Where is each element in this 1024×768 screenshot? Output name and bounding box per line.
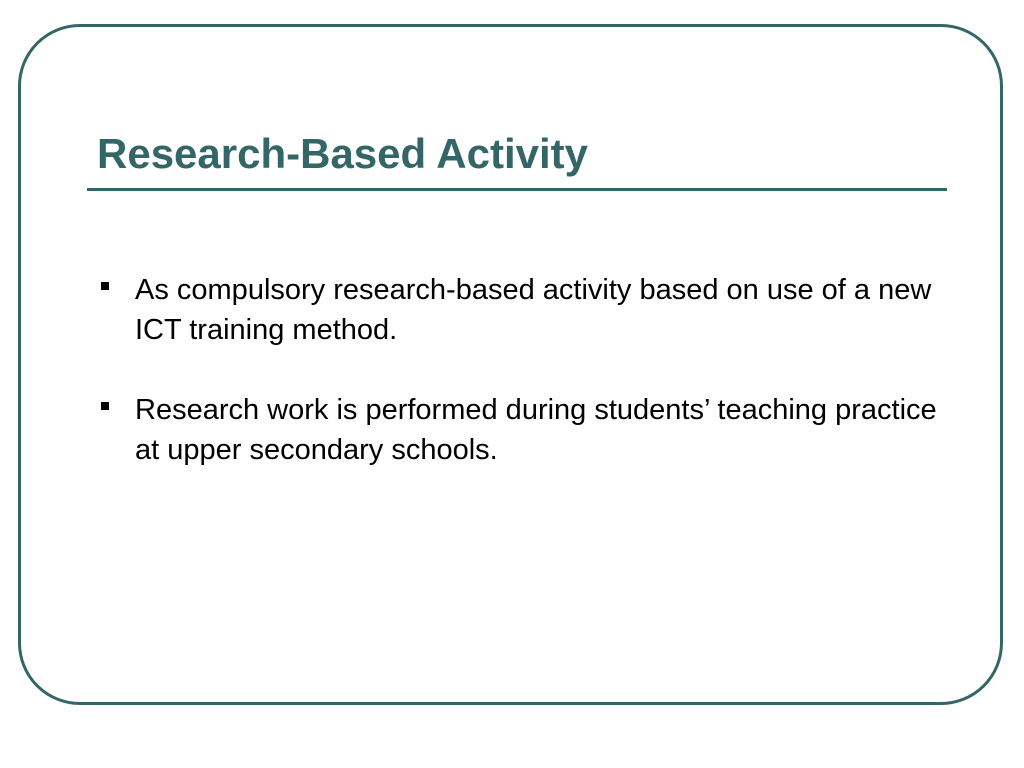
square-bullet-icon [101,402,109,410]
bullet-text: As compulsory research-based activity based on use of a new ICT training method. [135,274,932,346]
bullet-item [98,390,958,470]
slide-title: Research-Based Activity [97,130,588,177]
bullet-list [98,270,958,510]
title-underline [87,188,947,191]
bullet-item [98,270,958,350]
bullet-text: Research work is performed during students’ teaching practice at upper secondary schools. [135,394,937,466]
square-bullet-icon [101,282,109,290]
